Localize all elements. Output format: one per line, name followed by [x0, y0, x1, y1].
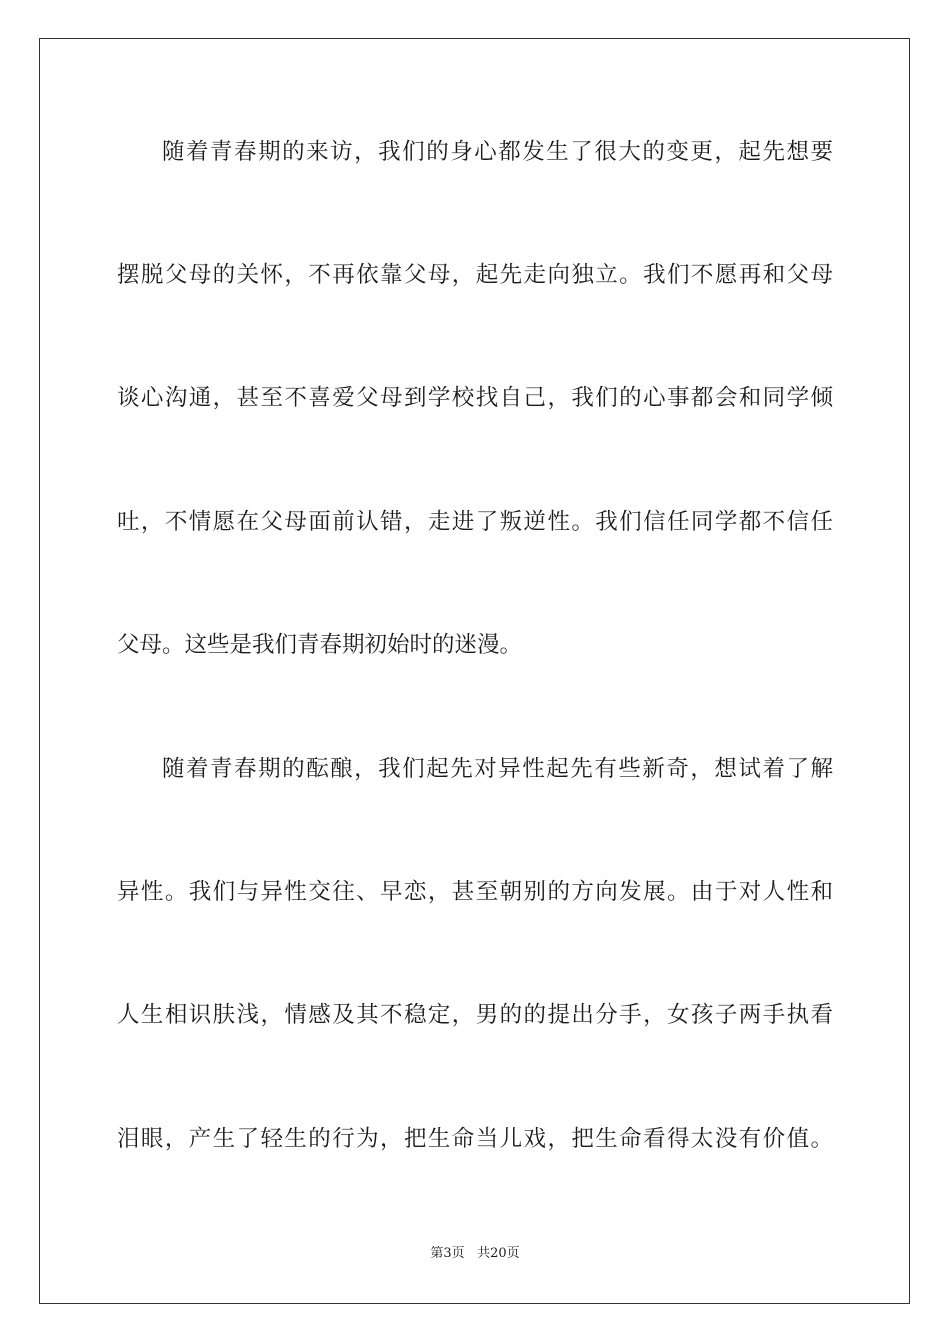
paragraph-line: 人生相识肤浅，情感及其不稳定，男的的提出分手，女孩子两手执看: [117, 1002, 833, 1028]
paragraph-line: 泪眼，产生了轻生的行为，把生命当儿戏，把生命看得太没有价值。: [117, 1126, 833, 1152]
page-footer: [0, 1242, 950, 1261]
page-total: 共20页: [477, 1246, 520, 1261]
paragraph-line: 吐，不情愿在父母面前认错，走进了叛逆性。我们信任同学都不信任: [117, 509, 833, 535]
paragraph-line: 随着青春期的来访，我们的身心都发生了很大的变更，起先想要: [162, 139, 833, 165]
paragraph-line: 摆脱父母的关怀，不再依靠父母，起先走向独立。我们不愿再和父母: [117, 262, 833, 288]
paragraph-line: 随着青春期的酝酿，我们起先对异性起先有些新奇，想试着了解: [162, 756, 833, 782]
paragraph-line: 父母。这些是我们青春期初始时的迷漫。: [117, 632, 523, 658]
paragraph-line: 异性。我们与异性交往、早恋，甚至朝别的方向发展。由于对人性和: [117, 879, 833, 905]
page-border: [39, 38, 910, 1304]
paragraph-line: 谈心沟通，甚至不喜爱父母到学校找自己，我们的心事都会和同学倾: [117, 385, 833, 411]
page-number: 第3页: [430, 1246, 465, 1261]
